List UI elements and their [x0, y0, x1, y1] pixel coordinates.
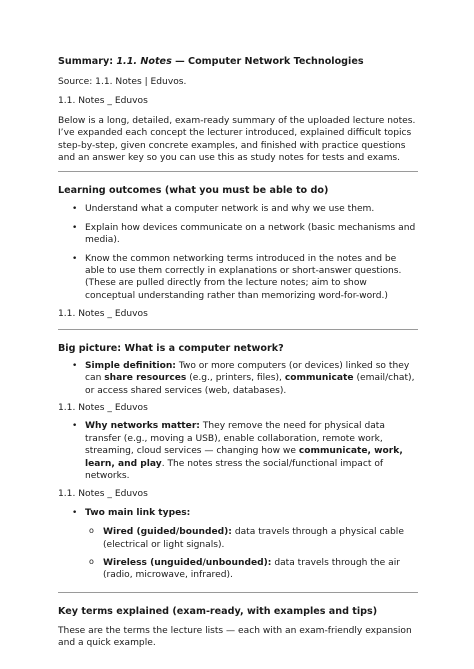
section-divider	[58, 171, 418, 172]
definition-list	[58, 360, 418, 397]
big-picture-heading: Big picture: What is a computer network?	[58, 342, 284, 354]
sub-list-item: o Wired (guided/bounded): data travels through a physical cable (electrical or light signals).	[58, 526, 418, 551]
key-terms-heading: Key terms explained (exam-ready, with examples and tips)	[58, 605, 378, 617]
learning-outcomes-heading: Learning outcomes (what you must be able to do)	[58, 185, 329, 197]
importance-list	[58, 420, 418, 482]
notes-reference: 1.1. Notes _ Eduvos	[58, 96, 148, 107]
section-divider	[58, 592, 418, 593]
list-item: • Why networks matter: They remove the need for physical data transfer (e.g., moving a USB), enable collaboration, remote work, streaming, cloud services — changing how we communicate, work, learn, and play. The notes stress the social/functional impact of networks.	[58, 420, 418, 482]
list-item: • Two main link types: o Wired (guided/bounded): data travels through a physical cable (electrical or light signals). o Wireless (unguided/unbounded): data travels through the air (radio, microwave, infrared).	[58, 507, 418, 582]
intro-paragraph: Below is a long, detailed, exam-ready summary of the uploaded lecture notes. I’ve expanded each concept the lecturer introduced, explained difficult topics step-by-step, given concrete examples, and finished with practice questions and an answer key so you can use this as study notes for tests and exams.	[58, 115, 416, 164]
notes-reference: 1.1. Notes _ Eduvos	[58, 309, 148, 320]
list-item: • Know the common networking terms introduced in the notes and be able to use them correctly in explanations or short-answer questions. (These are pulled directly from the lecture notes; aim to show conceptual understanding rather than memorizing word-for-word.)	[58, 253, 418, 303]
list-item: • Simple definition: Two or more computers (or devices) linked so they can share resources (e.g., printers, files), communicate (email/chat), or access shared services (web, databases).	[58, 360, 418, 397]
list-item: • Explain how devices communicate on a network (basic mechanisms and media).	[58, 222, 418, 247]
source-line: Source: 1.1. Notes | Eduvos.	[58, 77, 187, 87]
notes-reference: 1.1. Notes _ Eduvos	[58, 489, 148, 500]
learning-outcomes-list	[58, 203, 418, 302]
list-item: • Understand what a computer network is and why we use them.	[58, 203, 418, 215]
page-title: Summary: 1.1. Notes — Computer Network Technologies	[58, 56, 364, 67]
sub-list-item: o Wireless (unguided/unbounded): data travels through the air (radio, microwave, infrared).	[58, 557, 418, 582]
section-divider	[58, 329, 418, 330]
key-terms-intro: These are the terms the lecture lists — each with an exam-friendly expansion and a quick example.	[58, 625, 412, 649]
link-types-sublist	[58, 526, 418, 582]
notes-reference: 1.1. Notes _ Eduvos	[58, 402, 148, 413]
learning-outcomes-note: (These are pulled directly from the lecture notes; aim to show conceptual understanding rather than memorizing word-for-word.)	[85, 278, 388, 301]
document-page	[58, 50, 418, 650]
link-types-list	[58, 507, 418, 582]
